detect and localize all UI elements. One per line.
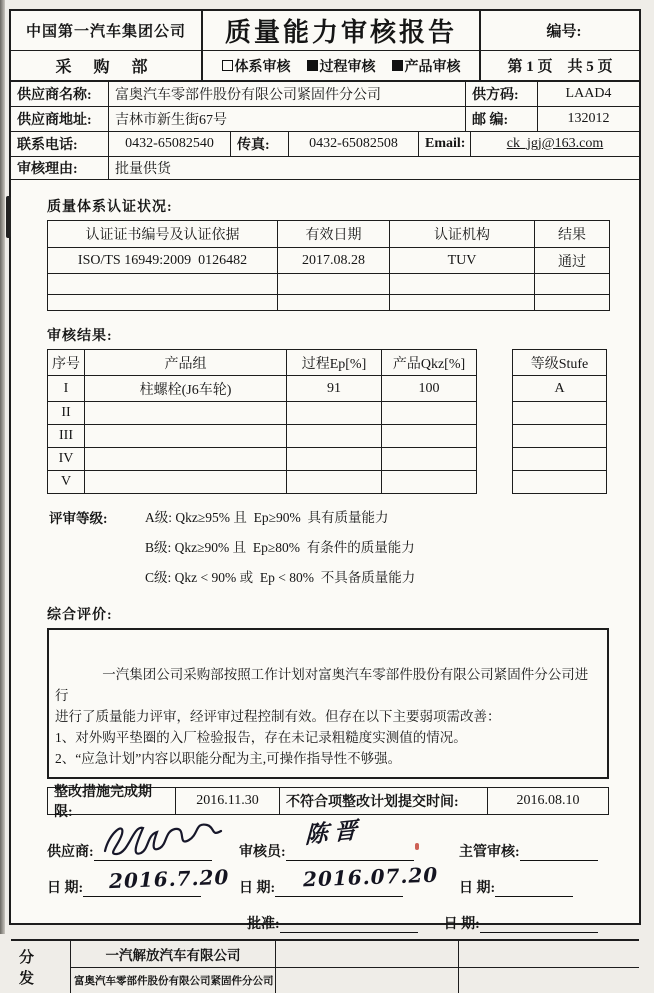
evaluation-box (47, 628, 609, 779)
cert-number (48, 295, 278, 311)
email-value[interactable] (471, 132, 639, 156)
cert-header-certificate: 认证证书编号及认证依据 (48, 221, 278, 248)
grade-header: 等级Stufe (513, 350, 607, 376)
deadline-row (47, 785, 609, 820)
cert-header-result: 结果 (535, 221, 610, 248)
cert-row (48, 274, 610, 295)
distribution-empty-cell (459, 968, 639, 993)
approve-label: 批准: (247, 917, 280, 932)
cert-org (390, 274, 535, 295)
product-audit-checkbox (392, 60, 403, 71)
product-group (85, 471, 287, 494)
distribution-recipient: 一汽解放汽车有限公司 (71, 941, 276, 968)
page-info: 第 1 页 共 5 页 (507, 59, 613, 75)
grade-value (513, 402, 607, 425)
results-row (48, 471, 477, 494)
certification-section-title: 质量体系认证状况: (47, 200, 173, 215)
product-group (85, 448, 287, 471)
audit-report-page (9, 9, 641, 987)
auditor-signature-handwriting: 陈晋 (304, 816, 364, 849)
red-scan-mark (415, 843, 419, 850)
cert-number: ISO/TS 16949:2009 0126482 (48, 248, 278, 274)
manager-signature-field (459, 841, 598, 861)
results-table (47, 349, 477, 494)
approve-signature-line (280, 916, 418, 933)
audit-reason-row (11, 157, 639, 180)
results-header-ep: 过程Ep[%] (287, 350, 382, 376)
supplier-name-value: 富奥汽车零部件股份有限公司紧固件分公司 (109, 82, 466, 106)
doc-number-cell (481, 11, 639, 51)
row-no: IV (48, 448, 85, 471)
fax-value: 0432-65082508 (289, 132, 419, 156)
distribution-recipient: 富奥汽车零部件股份有限公司紧固件分公司 (71, 968, 276, 993)
supplier-name-label: 供应商名称: (11, 82, 109, 106)
results-header-no: 序号 (48, 350, 85, 376)
plan-submit-date: 2016.08.10 (516, 793, 580, 808)
cert-result (535, 295, 610, 311)
cert-result (535, 274, 610, 295)
approve-date-line (480, 916, 598, 933)
manager-date-label: 日 期: (459, 881, 496, 896)
cert-valid-date (278, 295, 390, 311)
evaluation-section-title: 综合评价: (47, 608, 113, 623)
cert-row (48, 248, 610, 274)
qkz-value: 100 (382, 376, 477, 402)
company-name: 中国第一汽车集团公司 (11, 11, 201, 51)
results-tables (47, 349, 619, 494)
supplier-address-row (11, 107, 639, 132)
distribution-label: 分 发 (11, 941, 71, 993)
grade-a-criteria: A级: Qkz≥95% 且 Ep≥90% 具有质量能力 (145, 510, 389, 525)
supplier-address-value: 吉林市新生街67号 (109, 107, 466, 131)
grade-b-criteria: B级: Qkz≥90% 且 Ep≥80% 有条件的质量能力 (145, 540, 415, 555)
audit-type-product (392, 56, 461, 76)
audit-reason-value: 批量供货 (115, 162, 171, 177)
supplier-signature-handwriting (99, 817, 229, 861)
audit-type-process (307, 56, 376, 76)
cert-header-valid-date: 有效日期 (278, 221, 390, 248)
grade-value (513, 471, 607, 494)
ep-value (287, 402, 382, 425)
process-audit-label: 过程审核 (319, 59, 376, 75)
ep-value (287, 425, 382, 448)
evaluation-line: 进行了质量能力评审，经评审过程控制有效。但存在以下主要弱项需改善： (55, 709, 501, 724)
auditor-sign-label: 审核员: (239, 845, 286, 860)
cert-row (48, 295, 610, 311)
row-no: I (48, 376, 85, 402)
cert-number (48, 274, 278, 295)
system-audit-checkbox (222, 60, 233, 71)
department-name: 采 购 部 (55, 59, 157, 76)
grade-value (513, 425, 607, 448)
ep-value (287, 448, 382, 471)
cert-org: TUV (390, 248, 535, 274)
grade-c-criteria: C级: Qkz < 90% 或 Ep < 80% 不具备质量能力 (145, 570, 416, 585)
qkz-value (382, 402, 477, 425)
results-row (48, 402, 477, 425)
ep-value (287, 471, 382, 494)
manager-sign-label: 主管审核: (459, 845, 520, 860)
doc-number-label: 编号: (546, 24, 582, 40)
results-header-group: 产品组 (85, 350, 287, 376)
correction-deadline-date: 2016.11.30 (176, 788, 280, 814)
phone-value: 0432-65082540 (109, 132, 231, 156)
cert-result: 通过 (535, 248, 610, 274)
supplier-name-row (11, 82, 639, 107)
distribution-empty-cell (276, 941, 459, 968)
grading-legend (49, 506, 619, 596)
email-link[interactable]: ck_jgj@163.com (506, 136, 604, 151)
supplier-code-value: LAAD4 (565, 86, 612, 101)
distribution-empty-cell (459, 941, 639, 968)
audit-type-options (203, 51, 479, 80)
distribution-table (11, 939, 639, 993)
supplier-date-handwriting: 2016.7.20 (108, 864, 230, 894)
cert-valid-date: 2017.08.28 (278, 248, 390, 274)
zip-label: 邮 编: (466, 107, 538, 131)
evaluation-line: 1、对外购平垫圈的入厂检验报告，存在未记录粗糙度实测值的情况。 (55, 730, 467, 745)
approve-row (247, 913, 619, 933)
email-label: Email: (419, 132, 471, 156)
auditor-date-handwriting: 2016.07.20 (302, 862, 439, 892)
approve-date-label: 日 期: (443, 917, 480, 932)
plan-submit-label: 不符合项整改计划提交时间: (280, 788, 488, 814)
results-row (48, 448, 477, 471)
row-no: II (48, 402, 85, 425)
row-no: III (48, 425, 85, 448)
supplier-date-label: 日 期: (47, 881, 84, 896)
scan-edge (0, 0, 5, 934)
supplier-address-label: 供应商地址: (11, 107, 109, 131)
cert-org (390, 295, 535, 311)
contact-row (11, 132, 639, 157)
grade-table (512, 349, 607, 494)
supplier-sign-label: 供应商: (47, 845, 94, 860)
certification-table (47, 220, 610, 311)
grade-value (513, 448, 607, 471)
zip-value: 132012 (567, 111, 610, 126)
manager-signature-line (520, 844, 598, 861)
ep-value: 91 (287, 376, 382, 402)
evaluation-line: 2、“应急计划”内容以职能分配为主,可操作指导性不够强。 (55, 751, 402, 766)
system-audit-label: 体系审核 (234, 59, 291, 75)
cert-valid-date (278, 274, 390, 295)
signature-block (47, 816, 619, 911)
report-title: 质量能力审核报告 (203, 11, 479, 51)
qkz-value (382, 425, 477, 448)
scan-artifact (6, 196, 11, 238)
results-section-title: 审核结果: (47, 329, 113, 344)
row-no: V (48, 471, 85, 494)
product-group (85, 425, 287, 448)
distribution-empty-cell (276, 968, 459, 993)
audit-reason-label: 审核理由: (11, 157, 109, 179)
results-header-qkz: 产品Qkz[%] (382, 350, 477, 376)
cert-header-org: 认证机构 (390, 221, 535, 248)
process-audit-checkbox (307, 60, 318, 71)
qkz-value (382, 471, 477, 494)
auditor-date-label: 日 期: (239, 881, 276, 896)
qkz-value (382, 448, 477, 471)
manager-date-line (495, 880, 573, 897)
grade-value: A (513, 376, 607, 402)
evaluation-line: 一汽集团公司采购部按照工作计划对富奥汽车零部件股份有限公司紧固件分公司进行 (55, 667, 589, 703)
product-group: 柱螺栓(J6车轮) (85, 376, 287, 402)
results-row (48, 376, 477, 402)
report-header (11, 11, 639, 82)
results-row (48, 425, 477, 448)
grading-label: 评审等级: (49, 511, 108, 526)
supplier-code-label: 供方码: (466, 82, 538, 106)
product-group (85, 402, 287, 425)
fax-label: 传真: (231, 132, 289, 156)
correction-deadline-label: 整改措施完成期限: (48, 788, 176, 814)
audit-type-system (222, 56, 291, 76)
product-audit-label: 产品审核 (404, 59, 461, 75)
phone-label: 联系电话: (11, 132, 109, 156)
manager-date-field (459, 877, 573, 897)
